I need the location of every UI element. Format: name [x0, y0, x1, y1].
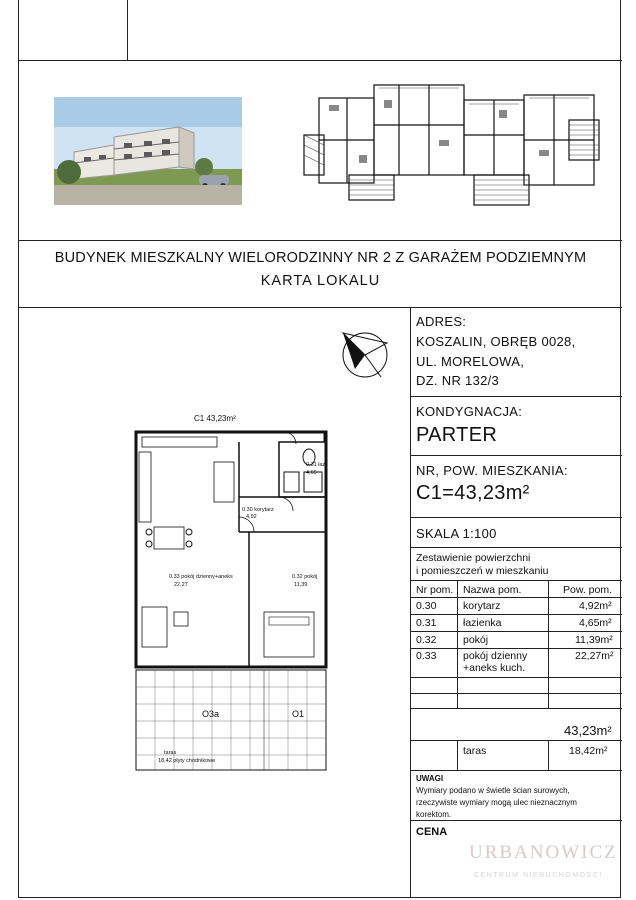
address-label: ADRES: — [416, 314, 467, 329]
notes-text: Wymiary podano w świetle ścian surowych, rzeczywiste wymiary mogą ulec nieznacznym korektom. — [416, 786, 577, 819]
building-photo — [54, 97, 242, 205]
north-arrow-icon — [337, 325, 397, 390]
apartment-floor-plan — [124, 412, 344, 782]
building-floor-plan-sketch — [299, 80, 604, 210]
address-line-1: KOSZALIN, OBRĘB 0028, — [416, 334, 576, 349]
room-label: 0.32 pokój — [292, 574, 318, 580]
apartment-area-value: C1=43,23m² — [416, 482, 530, 504]
room-label: 0.33 pokój dzienny+aneks — [169, 574, 233, 580]
terrace-area-value: 18,42m² — [569, 745, 608, 757]
table-caption-2: i pomieszczeń w mieszkaniu — [416, 565, 549, 577]
table-row-nr: 0.32 — [416, 634, 437, 646]
table-row-nr: 0.30 — [416, 600, 437, 612]
table-row-nr: 0.33 — [416, 650, 437, 662]
document-sheet — [18, 0, 621, 898]
table-row-name: łazienka — [463, 617, 502, 629]
table-row-area: 22,27m² — [575, 650, 614, 662]
terrace-plan-area: 18,42 płyty chodnikowe — [158, 758, 216, 764]
table-row-area: 11,39m² — [575, 634, 613, 646]
floor-value: PARTER — [416, 424, 498, 446]
total-area-value: 43,23m² — [564, 723, 612, 738]
room-area: 11,39 — [294, 582, 308, 588]
document-subtitle: KARTA LOKALU — [260, 273, 381, 289]
plan-title: C1 43,23m² — [194, 414, 236, 423]
address-line-2: UL. MORELOWA, — [416, 354, 525, 369]
watermark-subtitle: CENTRUM NIERUCHOMOŚCI — [474, 872, 603, 879]
table-row-nr: 0.31 — [416, 617, 437, 629]
room-label: 0.30 korytarz — [242, 507, 274, 513]
document-title: BUDYNEK MIESZKALNY WIELORODZINNY NR 2 Z GARAŻEM PODZIEMNYM — [54, 250, 587, 266]
table-caption-1: Zestawienie powierzchni — [416, 552, 531, 564]
watermark-brand: URBANOWICZ — [469, 842, 618, 863]
terrace-label: taras — [463, 745, 487, 757]
table-header-name: Nazwa pom. — [463, 584, 522, 596]
room-area: 4,65 — [306, 470, 317, 476]
table-row-area: 4,92m² — [579, 600, 612, 612]
room-label: 0.31 łaz. — [306, 462, 327, 468]
room-area: 4,92 — [246, 514, 257, 520]
notes-label: UWAGI — [416, 774, 444, 783]
table-row-name: pokój — [463, 634, 489, 646]
window-label: O1 — [292, 709, 305, 719]
window-label: O3a — [202, 709, 220, 719]
apartment-label: NR, POW. MIESZKANIA: — [416, 463, 568, 478]
terrace-plan-label: taras — [164, 750, 177, 756]
table-row-area: 4,65m² — [579, 617, 612, 629]
address-line-3: DZ. NR 132/3 — [416, 373, 500, 388]
table-row-name: korytarz — [463, 600, 501, 612]
table-header-nr: Nr pom. — [416, 584, 454, 596]
price-label: CENA — [416, 826, 448, 838]
table-header-area: Pow. pom. — [563, 584, 613, 596]
scale-label: SKALA 1:100 — [416, 526, 497, 541]
room-area: 22,27 — [174, 582, 188, 588]
table-row-name: pokój dzienny +aneks kuch. — [463, 650, 528, 674]
floor-label: KONDYGNACJA: — [416, 404, 523, 419]
